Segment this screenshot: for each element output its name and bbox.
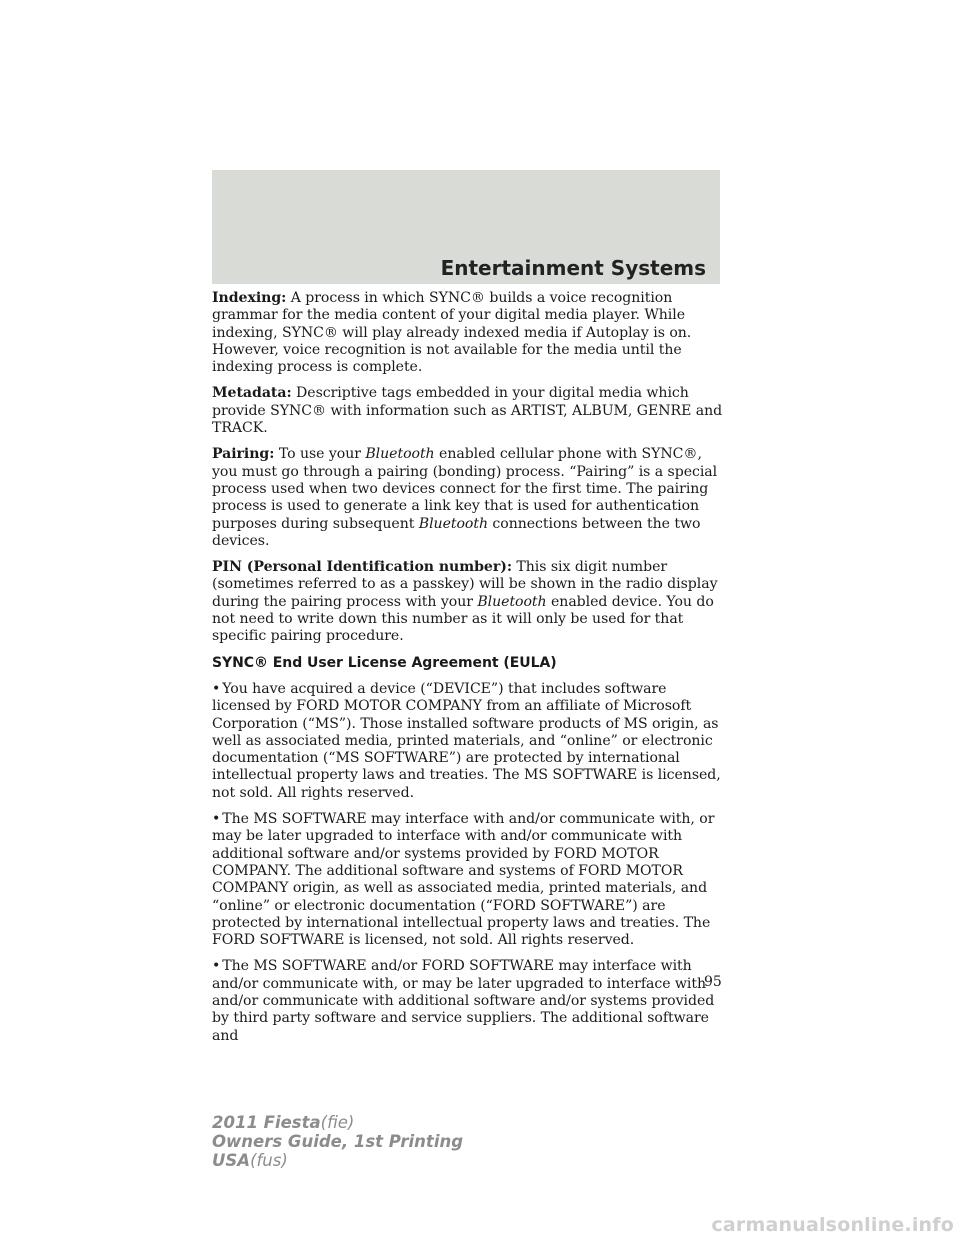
page-number: 95 [704, 974, 722, 990]
bullet-icon: • [212, 680, 221, 697]
term-label: Pairing: [212, 446, 275, 463]
bluetooth-term: Bluetooth [365, 446, 435, 463]
definition-pin [212, 559, 724, 645]
section-title: Entertainment Systems [440, 256, 706, 280]
footer-guide: Owners Guide, 1st Printing [212, 1132, 464, 1151]
watermark-text: carmanualsonline.info [711, 1214, 954, 1236]
eula-bullet-text: You have acquired a device (“DEVICE”) that includes software licensed by FORD MOTOR COMPANY from an affiliate of Microsoft Corporation (“MS”). Those installed software products of MS origin, as well as associated media, printed materials, and “online” or electronic documentation (“MS SOFTWARE”) are protected by international intellectual property laws and treaties. The MS SOFTWARE is licensed, not sold. All rights reserved. [212, 680, 721, 801]
footer-line-market [212, 1151, 463, 1170]
footer-market-code: (fus) [250, 1151, 288, 1170]
definition-metadata [212, 385, 724, 437]
eula-heading: SYNC® End User License Agreement (EULA) [212, 654, 557, 671]
section-header-band [212, 170, 720, 284]
term-label: Indexing: [212, 290, 287, 306]
footer-market: USA [212, 1151, 251, 1170]
definition-text: enabled cellular phone with SYNC®, you must go through a pairing (bonding) process. “Pairing” is a special process used when two devices connect for the first time. The pairing process is used to generate a link key that is used for authentication purposes during subsequent [212, 446, 718, 532]
document-footer [212, 1113, 463, 1170]
eula-bullet-text: The MS SOFTWARE may interface with and/or communicate with, or may be later upgraded to interface with and/or communicate with additional software and/or systems provided by FORD MOTOR COMPANY. The additional software and systems of FORD MOTOR COMPANY origin, as well as associated media, printed materials, and “online” or electronic documentation (“FORD SOFTWARE”) are protected by international intellectual property laws and treaties. The FORD SOFTWARE is licensed, not sold. All rights reserved. [212, 811, 715, 949]
definition-text: This six digit number (sometimes referred to as a passkey) will be shown in the radio display during the pairing process with your [212, 559, 718, 610]
definition-indexing [212, 290, 724, 376]
eula-bullet [212, 811, 724, 949]
definition-text: enabled device. You do not need to write down this number as it will only be used for that specific pairing procedure. [212, 593, 714, 645]
definition-text: Descriptive tags embedded in your digital media which provide SYNC® with information such as ARTIST, ALBUM, GENRE and TRACK. [212, 385, 723, 437]
footer-model: 2011 Fiesta [212, 1113, 321, 1132]
definition-text: A process in which SYNC® builds a voice recognition grammar for the media content of your digital media player. While indexing, SYNC® will play already indexed media if Autoplay is on. However, voice recognition is not available for the media until the indexing process is complete. [212, 290, 692, 376]
eula-bullet-text: The MS SOFTWARE and/or FORD SOFTWARE may interface with and/or communicate with, or may be later upgraded to interface with and/or communicate with additional software and/or systems provided by third party software and service suppliers. The additional software and [212, 958, 715, 1044]
eula-bullet [212, 681, 724, 802]
term-label: Metadata: [212, 385, 292, 402]
term-label: PIN (Personal Identification number): [212, 559, 512, 576]
footer-line-model [212, 1113, 463, 1132]
bullet-icon: • [212, 958, 221, 975]
bluetooth-term: Bluetooth [418, 515, 488, 532]
bullet-icon: • [212, 811, 221, 828]
page-body [212, 290, 724, 1054]
footer-model-code: (fie) [320, 1113, 355, 1132]
bluetooth-term: Bluetooth [477, 593, 547, 610]
footer-line-guide [212, 1132, 463, 1151]
eula-bullet [212, 958, 724, 1044]
definition-text: connections between the two devices. [212, 515, 701, 549]
definition-text: To use your [278, 446, 366, 463]
definition-pairing [212, 446, 724, 550]
